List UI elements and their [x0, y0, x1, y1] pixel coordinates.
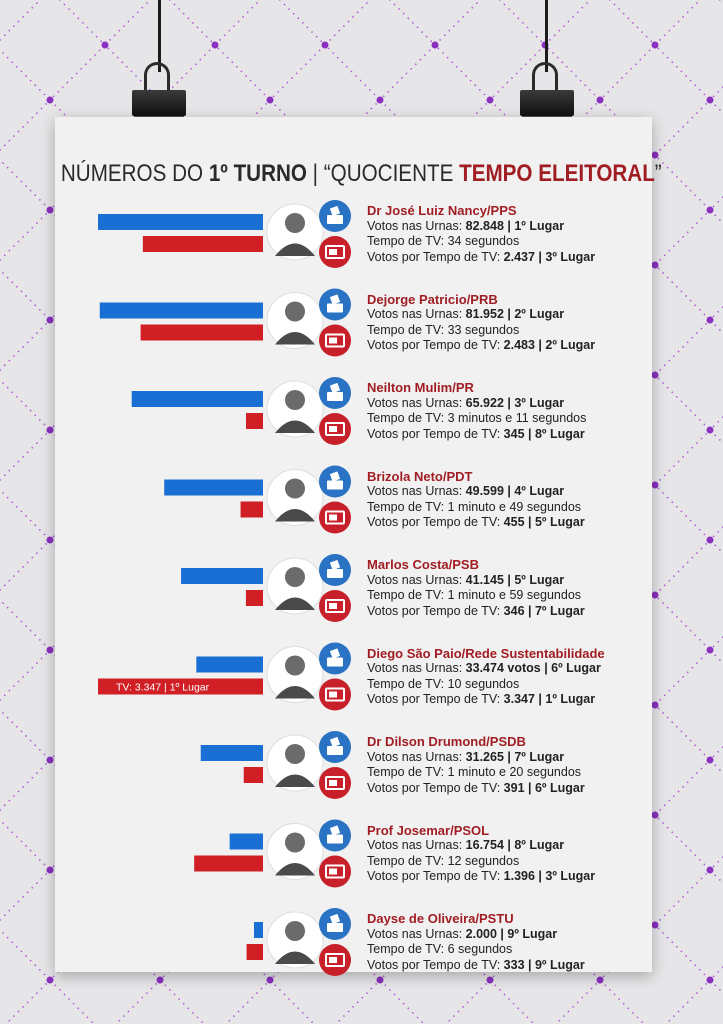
candidate-info	[367, 557, 585, 619]
candidate-info	[367, 646, 605, 708]
title-part-3: | “QUOCIENTE	[306, 160, 460, 187]
votes-bar	[181, 568, 263, 584]
ratio-line	[367, 692, 605, 708]
votes-line-label: Votos nas Urnas:	[367, 307, 466, 321]
tv-line-value: 1 minuto e 20 segundos	[447, 765, 582, 779]
ballot-box-icon	[319, 466, 351, 498]
votes-bar	[100, 303, 263, 319]
votes-line	[367, 661, 605, 677]
candidate-info	[367, 911, 585, 973]
votes-bar	[254, 922, 263, 938]
ratio-line-value: 2.483 | 2º Lugar	[503, 338, 596, 352]
ratio-line	[367, 958, 585, 974]
tv-line-value: 3 minutos e 11 segundos	[447, 411, 587, 425]
votes-bar	[201, 745, 263, 761]
ballot-box-icon	[319, 289, 351, 321]
ballot-box-icon	[319, 643, 351, 675]
votes-line-label: Votos nas Urnas:	[367, 395, 466, 410]
ratio-line-label: Votos por Tempo de TV:	[367, 603, 504, 618]
candidate-name: Marlos Costa/PSB	[367, 557, 479, 572]
candidate-name: Prof Josemar/PSOL	[367, 822, 490, 838]
ratio-bar-label: TV: 3.347 | 1º Lugar	[116, 681, 210, 694]
candidate-name: Diego São Paio/Rede Sustentabilidade	[367, 645, 605, 661]
tv-line-label: Tempo de TV:	[367, 322, 448, 337]
votes-line-value: 82.848 | 1º Lugar	[465, 218, 565, 233]
candidate-info	[367, 734, 585, 796]
candidate-photo	[267, 824, 323, 880]
tv-line-label: Tempo de TV:	[367, 676, 448, 691]
tv-line-value: 34 segundos	[447, 234, 520, 248]
candidate-photo	[267, 735, 323, 791]
tv-line-value: 1 minuto e 49 segundos	[447, 499, 582, 514]
ratio-bar	[241, 502, 263, 518]
tv-icon	[319, 325, 351, 357]
ratio-line-label: Votos por Tempo de TV:	[367, 426, 504, 441]
ratio-line	[367, 515, 585, 531]
candidate-info	[367, 292, 595, 354]
ratio-bar	[141, 325, 263, 341]
tv-line	[367, 765, 585, 781]
tv-line-value: 6 segundos	[447, 942, 513, 956]
votes-line-value: 81.952 | 2º Lugar	[465, 307, 565, 321]
votes-line-label: Votos nas Urnas:	[367, 661, 466, 675]
votes-line-value: 49.599 | 4º Lugar	[465, 484, 565, 498]
tv-line	[367, 588, 585, 604]
candidate-name: Dayse de Oliveira/PSTU	[367, 911, 514, 926]
ratio-line-value: 3.347 | 1º Lugar	[503, 692, 596, 706]
ratio-bar	[194, 856, 263, 872]
votes-line	[367, 573, 585, 589]
tv-icon	[319, 767, 351, 799]
ratio-bar	[244, 767, 263, 783]
ratio-line-value: 2.437 | 3º Lugar	[503, 249, 596, 264]
ratio-line-label: Votos por Tempo de TV:	[367, 692, 504, 706]
ratio-bar	[247, 944, 263, 960]
votes-line-value: 31.265 | 7º Lugar	[465, 749, 565, 764]
tv-line-value: 12 segundos	[447, 853, 520, 868]
ratio-line	[367, 338, 595, 354]
ballot-box-icon	[319, 908, 351, 940]
tv-line-label: Tempo de TV:	[367, 499, 448, 514]
votes-bar	[196, 657, 263, 673]
tv-line-value: 1 minuto e 59 segundos	[447, 588, 582, 602]
tv-line	[367, 500, 585, 516]
ratio-line-label: Votos por Tempo de TV:	[367, 249, 504, 264]
votes-line	[367, 484, 585, 500]
title-part-2: 1º TURNO	[208, 160, 307, 187]
votes-line-value: 2.000 | 9º Lugar	[465, 926, 558, 941]
ratio-line-label: Votos por Tempo de TV:	[367, 780, 504, 795]
ballot-box-icon	[319, 554, 351, 586]
candidate-info	[367, 469, 585, 531]
ratio-line-label: Votos por Tempo de TV:	[367, 869, 504, 883]
tv-line-value: 10 segundos	[447, 676, 520, 691]
tv-line-value: 33 segundos	[447, 322, 520, 337]
tv-line-label: Tempo de TV:	[367, 234, 448, 248]
votes-bar	[132, 391, 263, 407]
ratio-line-label: Votos por Tempo de TV:	[367, 515, 504, 529]
tv-line-label: Tempo de TV:	[367, 765, 448, 779]
candidate-name: Dejorge Patricio/PRB	[367, 291, 498, 307]
ratio-line-label: Votos por Tempo de TV:	[367, 338, 504, 352]
candidate-info	[367, 203, 595, 265]
ratio-line-label: Votos por Tempo de TV:	[367, 957, 504, 972]
ratio-line-value: 346 | 7º Lugar	[503, 603, 585, 618]
tv-icon	[319, 413, 351, 445]
tv-icon	[319, 944, 351, 976]
votes-line-value: 16.754 | 8º Lugar	[465, 838, 565, 852]
votes-line	[367, 927, 585, 943]
ratio-line	[367, 869, 595, 885]
candidate-info	[367, 823, 595, 885]
ratio-bar	[246, 413, 263, 429]
ratio-line	[367, 604, 585, 620]
ballot-box-icon	[319, 200, 351, 232]
title-part-5: ”	[654, 160, 662, 187]
votes-line-label: Votos nas Urnas:	[367, 749, 466, 764]
tv-line	[367, 411, 586, 427]
votes-line	[367, 396, 586, 412]
candidate-photo	[267, 381, 323, 437]
votes-line-value: 33.474 votos | 6º Lugar	[465, 661, 601, 675]
candidate-photo	[267, 470, 323, 526]
tv-icon	[319, 590, 351, 622]
tv-line	[367, 854, 595, 870]
ratio-line	[367, 427, 586, 443]
votes-line-value: 41.145 | 5º Lugar	[465, 572, 565, 587]
ratio-line	[367, 250, 595, 266]
candidate-info	[367, 380, 586, 442]
votes-line	[367, 750, 585, 766]
candidate-name: Brizola Neto/PDT	[367, 468, 473, 484]
ratio-line-value: 455 | 5º Lugar	[503, 515, 585, 529]
votes-line-value: 65.922 | 3º Lugar	[465, 395, 565, 410]
tv-icon	[319, 502, 351, 534]
votes-line	[367, 307, 595, 323]
tv-icon	[319, 679, 351, 711]
votes-bar	[98, 214, 263, 230]
votes-line-label: Votos nas Urnas:	[367, 838, 466, 852]
ratio-bar	[143, 236, 263, 252]
candidate-name: Dr Dilson Drumond/PSDB	[367, 734, 526, 749]
candidate-photo	[267, 912, 323, 968]
votes-line	[367, 219, 595, 235]
votes-bar	[164, 480, 263, 496]
ratio-line-value: 1.396 | 3º Lugar	[503, 869, 596, 883]
candidate-photo	[267, 204, 323, 260]
ballot-box-icon	[319, 820, 351, 852]
candidate-photo	[267, 293, 323, 349]
tv-line-label: Tempo de TV:	[367, 942, 448, 956]
title-part-1: NÚMEROS DO	[60, 160, 209, 187]
tv-line	[367, 234, 595, 250]
ratio-line-value: 391 | 6º Lugar	[503, 780, 585, 795]
candidate-name: Neilton Mulim/PR	[367, 380, 474, 395]
ratio-line	[367, 781, 585, 797]
tv-line	[367, 677, 605, 693]
tv-line	[367, 323, 595, 339]
votes-line	[367, 838, 595, 854]
votes-line-label: Votos nas Urnas:	[367, 926, 466, 941]
tv-line-label: Tempo de TV:	[367, 411, 448, 425]
candidate-photo	[267, 647, 323, 703]
tv-line-label: Tempo de TV:	[367, 853, 448, 868]
tv-icon	[319, 236, 351, 268]
tv-line-label: Tempo de TV:	[367, 588, 448, 602]
ballot-box-icon	[319, 377, 351, 409]
candidate-name: Dr José Luiz Nancy/PPS	[367, 203, 517, 218]
title-part-4: TEMPO ELEITORAL	[459, 160, 655, 187]
votes-line-label: Votos nas Urnas:	[367, 572, 466, 587]
tv-icon	[319, 856, 351, 888]
ratio-line-value: 345 | 8º Lugar	[503, 426, 585, 441]
votes-line-label: Votos nas Urnas:	[367, 484, 466, 498]
ratio-bar	[246, 590, 263, 606]
votes-line-label: Votos nas Urnas:	[367, 218, 466, 233]
candidate-photo	[267, 558, 323, 614]
ballot-box-icon	[319, 731, 351, 763]
tv-line	[367, 942, 585, 958]
votes-bar	[230, 834, 263, 850]
ratio-line-value: 333 | 9º Lugar	[503, 957, 585, 972]
